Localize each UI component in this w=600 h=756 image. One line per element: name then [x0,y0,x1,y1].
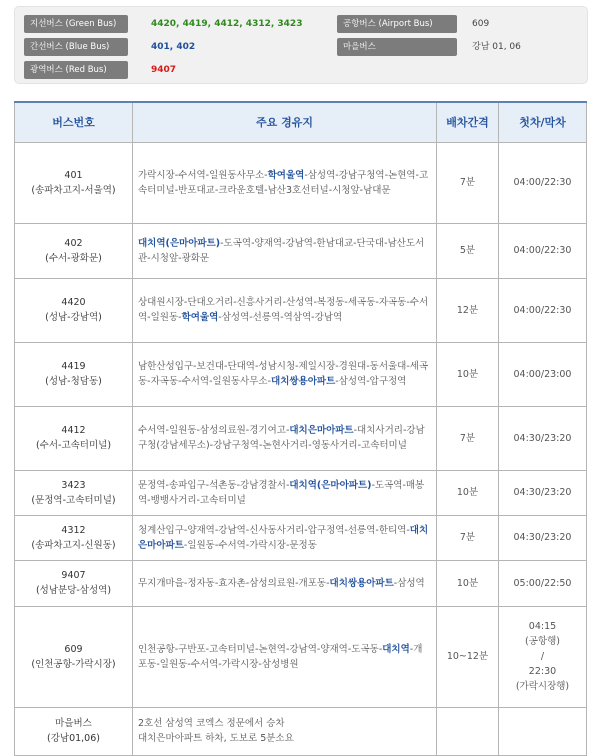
legend-airport-tag: 공항버스 (Airport Bus) [337,15,457,33]
highlight-stop: 대치쌍용아파트 [271,376,336,387]
stops-text: 문정역-송파입구-석촌동-강남경찰서- [138,479,290,491]
stops-text: 남한산성입구-보건대-단대역-성남시청-제일시장-경원대-동서울대-세곡동-자곡동-수서역-일원동사무소- [138,361,429,387]
bus-terminals: (문정역-고속터미널) [31,494,116,506]
legend-green-tag: 지선버스 (Green Bus) [24,15,128,33]
legend-blue-value: 401, 402 [151,42,196,52]
time-separator: / [540,651,545,662]
bus-terminals: (성남분당-삼성역) [35,585,112,596]
bus-number: 4420 [61,297,86,308]
header-bus-number: 버스번호 [15,102,133,142]
highlight-stop: 대치은마아파트 [289,425,354,436]
first-bus-direction: (공항행) [525,636,560,647]
stops-cell [133,606,437,707]
bus-number-cell [15,223,133,278]
last-bus-time: 22:30 [528,666,557,677]
stops-cell [133,278,437,342]
legend-red-value: 9407 [151,65,177,75]
bus-number: 4412 [61,425,86,436]
stops-text: 가락시장-수서역-일원동사무소- [138,169,268,181]
highlight-stop: 대치은마아파트 [138,524,429,551]
stops-cell [133,223,437,278]
bus-terminals: (성남-청담동) [45,376,102,387]
hours-cell: 04:00/22:30 [499,142,587,223]
table-row [15,560,587,606]
hours-cell: 04:00/22:30 [499,223,587,278]
bus-number: 3423 [61,479,86,491]
interval-cell: 10분 [437,560,499,606]
bus-number: 마을버스 [55,718,92,729]
stops-text: 무지개마을-정자동-효자촌-삼성의료원-개포동- [138,577,330,589]
bus-number-cell [15,707,133,755]
bus-number: 9407 [61,570,86,581]
bus-number: 402 [64,237,83,249]
table-row [15,223,587,278]
bus-terminals: (성남-강남역) [45,312,102,323]
legend-airport-value: 609 [472,19,490,29]
interval-cell: 7분 [437,142,499,223]
stops-cell [133,470,437,515]
bus-number-cell [15,560,133,606]
highlight-stop: 학여울역 [267,169,305,181]
legend-village-value: 강남 01, 06 [472,42,521,52]
interval-cell: 10분 [437,342,499,406]
interval-cell: 7분 [437,406,499,470]
bus-number-cell [15,470,133,515]
hours-cell: 04:30/23:20 [499,406,587,470]
hours-cell: 04:30/23:20 [499,470,587,515]
bus-route-table [14,101,587,756]
stops-cell [133,560,437,606]
legend-blue-tag: 간선버스 (Blue Bus) [24,38,128,56]
interval-cell: 5분 [437,223,499,278]
bus-terminals: (수서-광화문) [45,252,102,264]
hours-cell: 04:00/22:30 [499,278,587,342]
boarding-instruction: 2호선 삼성역 코엑스 정문에서 승차 [138,718,285,729]
bus-number: 4312 [61,524,86,536]
header-interval: 배차간격 [437,102,499,142]
table-row [15,707,587,755]
stops-text: 상대원시장-단대오거리-신흥사거리-산성역-복정동-세곡동-자곡동-수서역-일원동- [138,297,429,323]
table-row [15,278,587,342]
first-bus-time: 04:15 [528,621,557,632]
stops-text: 인천공항-구반포-고속터미널-논현역-강남역-양재역-도곡동- [138,643,383,655]
stops-text: -일원동-수서역-가락시장-문정동 [183,539,317,551]
stops-text: -삼성역-강남구청역-논현역-고속터미널-반포대교-크라운호텔-남산3호선터널-시청앞-남대문 [138,169,429,196]
bus-number: 609 [64,643,83,655]
stops-text: -도곡역-양재역-강남역-한남대교-단국대-남산도서관-시청앞-광화문 [138,237,425,264]
stops-cell [133,707,437,755]
table-row [15,470,587,515]
interval-cell: 12분 [437,278,499,342]
highlight-stop: 대치역 [382,643,410,655]
hours-cell: 04:00/23:00 [499,342,587,406]
legend-red-tag: 광역버스 (Red Bus) [24,61,128,79]
bus-number: 401 [64,169,83,181]
stops-text: -삼성역-선릉역-역삼역-강남역 [218,312,343,323]
bus-number-cell [15,606,133,707]
legend-green-value: 4420, 4419, 4412, 4312, 3423 [151,19,303,29]
hours-cell [499,707,587,755]
hours-cell: 04:30/23:20 [499,515,587,560]
bus-number: 4419 [61,361,86,372]
highlight-stop: 학여울역 [181,312,219,323]
bus-number-cell [15,142,133,223]
header-main-stops: 주요 경유지 [133,102,437,142]
hours-cell [499,606,587,707]
bus-terminals: (인천공항-가락시장) [31,658,116,670]
stops-cell [133,515,437,560]
stops-text: -도곡역-매봉역-뱅뱅사거리-고속터미널 [138,479,425,506]
table-row [15,515,587,560]
bus-number-cell [15,278,133,342]
highlight-stop: 대치역(은마아파트) [289,479,372,491]
header-first-last: 첫차/막차 [499,102,587,142]
highlight-stop: 대치쌍용아파트 [329,577,394,589]
bus-type-legend [14,6,588,84]
table-row [15,406,587,470]
stops-text: -개포동-일원동-수서역-가락시장-삼성병원 [138,643,423,670]
stops-cell [133,406,437,470]
bus-terminals: (송파차고지-신원동) [31,539,116,551]
legend-village-tag: 마을버스 [337,38,457,56]
bus-terminals: (강남01,06) [47,733,100,744]
stops-cell [133,342,437,406]
stops-text: -삼성역-압구정역 [335,376,407,387]
stops-text: 청계산입구-양재역-강남역-신사동사거리-압구정역-선릉역-한티역- [138,524,410,536]
table-header-row [15,102,587,142]
interval-cell: 10~12분 [437,606,499,707]
bus-terminals: (수서-고속터미널) [35,440,112,451]
table-row [15,142,587,223]
bus-number-cell [15,515,133,560]
bus-number-cell [15,406,133,470]
table-row [15,342,587,406]
stops-text: -대치사거리-강남구청(강남세무소)-강남구청역-논현사거리-영동사거리-고속터미널 [138,425,425,451]
hours-cell: 05:00/22:50 [499,560,587,606]
stops-cell [133,142,437,223]
alighting-instruction: 대치은마아파트 하차, 도보로 5분소요 [138,733,294,744]
highlight-stop: 대치역(은마아파트) [138,237,221,249]
last-bus-direction: (가락시장행) [515,681,570,692]
interval-cell: 7분 [437,515,499,560]
interval-cell: 10분 [437,470,499,515]
interval-cell [437,707,499,755]
bus-number-cell [15,342,133,406]
table-row [15,606,587,707]
stops-text: 수서역-일원동-삼성의료원-경기여고- [138,425,290,436]
stops-text: -삼성역 [393,577,425,589]
bus-terminals: (송파차고지-서울역) [31,184,116,196]
